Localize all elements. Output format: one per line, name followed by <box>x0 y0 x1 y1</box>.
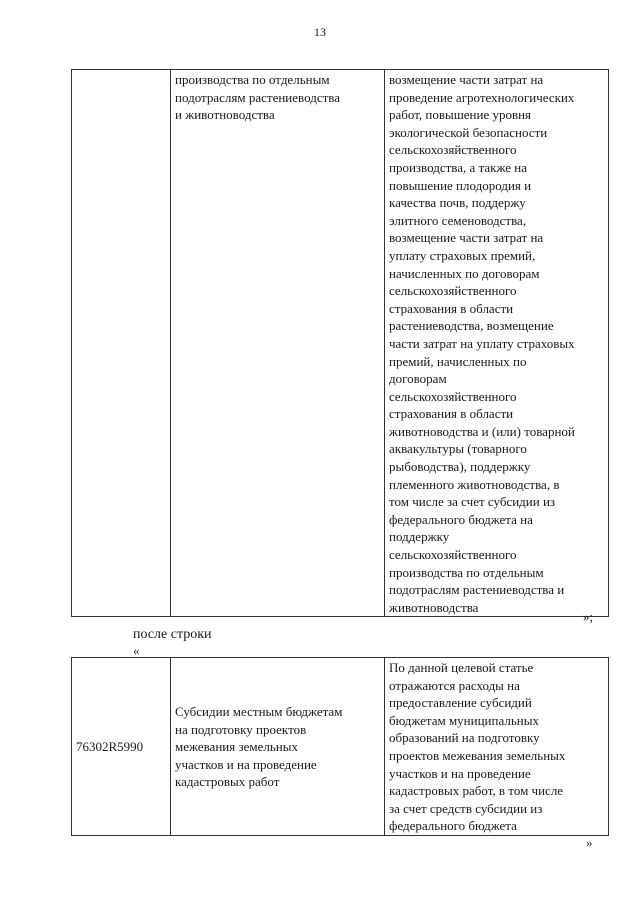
code-cell: 76302R5990 <box>72 658 171 836</box>
description-cell: возмещение части затрат на проведение агротехнологических работ, повышение уровня экологической безопасности сельскохозяйственного производства, а также на повышение плодородия и качества почв, поддержу элитного семеноводства, возмещение части затрат на уплату страховых премий, начисленных по договорам сельскохозяйственного страхования в области растениеводства, возмещение части затрат на уплату страховых премий, начисленных по договорам сельскохозяйственного страхования в области животноводства и (или) товарной аквакультуры (товарного рыбоводства), поддержку племенного животноводства, в том числе за счет субсидии из федерального бюджета на поддержку сельскохозяйственного производства по отдельным подотраслям растениеводства и животноводства <box>385 70 609 617</box>
table-row <box>72 658 609 836</box>
code-cell <box>72 70 171 617</box>
name-cell: Субсидии местным бюджетам на подготовку проектов межевания земельных участков и на проведение кадастровых работ <box>171 658 385 836</box>
closing-quote: » <box>586 835 593 850</box>
table-row <box>72 70 609 617</box>
page-number: 13 <box>314 25 326 39</box>
opening-quote: « <box>133 643 140 658</box>
budget-table-bottom <box>71 657 609 836</box>
budget-table-top <box>71 69 609 617</box>
description-cell: По данной целевой статье отражаются расходы на предоставление субсидий бюджетам муниципальных образований на подготовку проектов межевания земельных участков и на проведение кадастровых работ, в том числе за счет средств субсидии из федерального бюджета <box>385 658 609 836</box>
closing-quote: »; <box>583 609 594 624</box>
after-row-label: после строки <box>133 627 212 642</box>
name-cell: производства по отдельным подотраслям растениеводства и животноводства <box>171 70 385 617</box>
